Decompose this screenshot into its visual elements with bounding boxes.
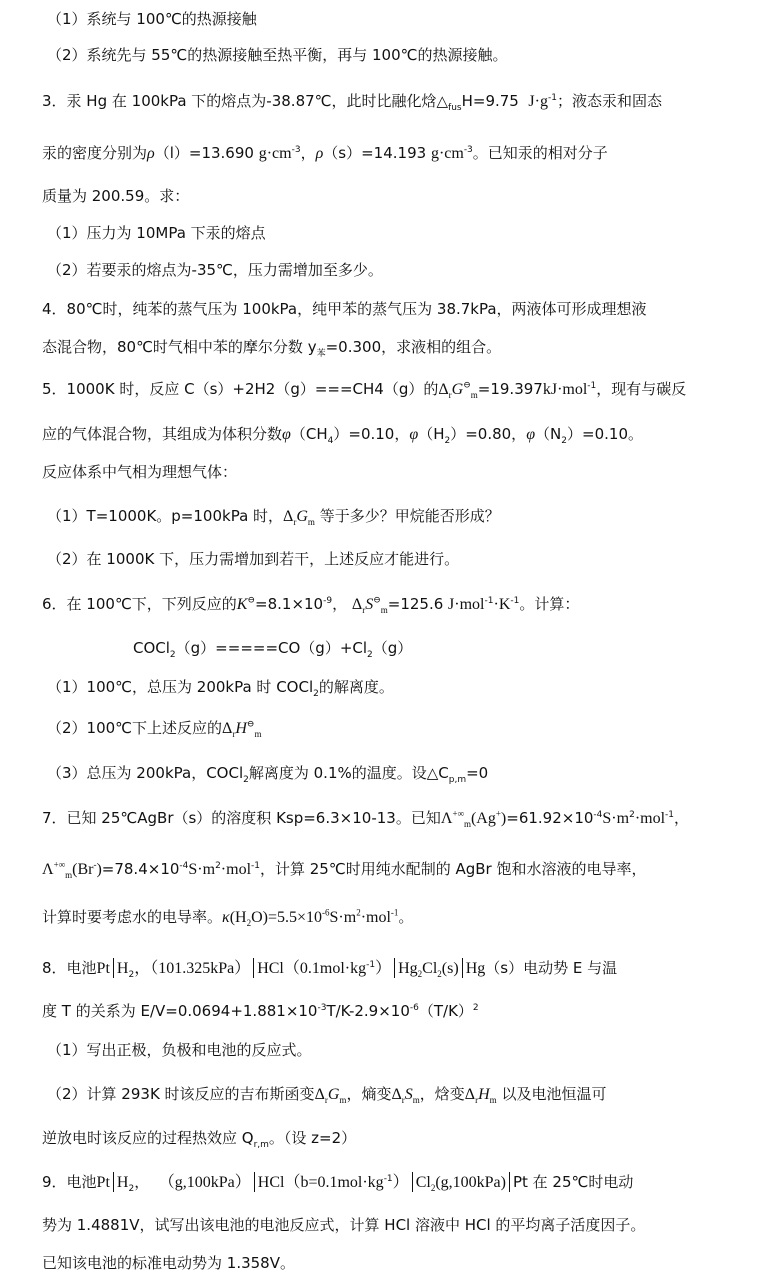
subquestion-line: （1）写出正极，负极和电池的反应式。 xyxy=(47,1041,312,1059)
question-4-line: 4．80℃时，纯苯的蒸气压为 100kPa，纯甲苯的蒸气压为 38.7kPa，两液体可形成理想液 xyxy=(42,300,647,318)
question-9-line: 势为 1.4881V，试写出该电池的电池反应式，计算 HCl 溶液中 HCl 的平均离子活度因子。 xyxy=(42,1216,646,1234)
question-4-line: 态混合物，80℃时气相中苯的摩尔分数 $y_苯=0.300$，求液相的组合。 xyxy=(42,338,502,359)
question-5-line: 应的气体混合物，其组成为体积分数$\varphi(CH_4)=0.10$，$\varphi(H_2)=0.80$，$\varphi(N_2)=0.10$。 xyxy=(42,425,643,446)
question-9-line: 已知该电池的标准电动势为 1.358V。 xyxy=(42,1254,295,1272)
subquestion-line: （1）100℃，总压为 200kPa 时 COCl$_2$的解离度。 xyxy=(47,678,394,699)
question-3-line: 3．汞 Hg 在 100kPa 下的熔点为-38.87℃，此时比融化焓$\triangle_{fus}H=9.75$ $J\cdot g^{-1}$；液态汞和固态 xyxy=(42,92,662,113)
question-5-line: 反应体系中气相为理想气体： xyxy=(42,463,238,481)
subquestion-line: （2）100℃下上述反应的$\Delta_rH^⊖_m$ xyxy=(47,718,262,740)
question-5-line: 5．1000K 时，反应 C（s）+2H2（g）===CH4（g）的$\Delta_rG^⊖_m=19.397kJ\cdot mol^{-1}$，现有与碳反 xyxy=(42,379,687,401)
subquestion-line: （2）在 1000K 下，压力需增加到若干，上述反应才能进行。 xyxy=(47,550,460,568)
text-line: （2）系统先与 55℃的热源接触至热平衡，再与 100℃的热源接触。 xyxy=(47,46,508,64)
question-7-line: $\Lambda^{+\infty}_m(Br^-)=78.4\times 10^{-4}S\cdot m^2\cdot mol^{-1}$，计算 25℃时用纯水配制的 AgBr 饱和水溶液的电导率， xyxy=(42,859,647,881)
question-8-line: 8．电池Pt $H_2$，（101.325kPa） $HCl(0.1mol\cdot kg^{-1})$ $Hg_2Cl_2(s)$ Hg（s）电动势 E 与温 xyxy=(42,959,618,980)
question-8-line: 度 T 的关系为 $E/V=0.0694+1.881\times 10^{-3}T/K-2.9\times 10^{-6}(T/K)^2$ xyxy=(42,1002,479,1020)
question-7-line: 计算时要考虑水的电导率。$\kappa(H_2O)=5.5\times 10^{-6}S\cdot m^2\cdot mol^{-1}$。 xyxy=(42,907,414,929)
question-7-line: 7．已知 25℃AgBr（s）的溶度积 Ksp=6.3×10-13。已知$\Lambda^{+\infty}_m(Ag^+)=61.92\times 10^{-4}S\cdot m^2\cdot mol^{-1}$， xyxy=(42,808,690,830)
subquestion-line: （1）T=1000K。p=100kPa 时，$\Delta_rG_m$ 等于多少？甲烷能否形成？ xyxy=(47,507,500,528)
question-3-line: 质量为 200.59。求： xyxy=(42,187,190,205)
subquestion-line: （3）总压为 200kPa，COCl$_2$解离度为 0.1%的温度。设$\triangle C_{p,m}=0$ xyxy=(47,764,489,785)
question-3-line: 汞的密度分别为ρ（l）=13.690 $g\cdot cm^{-3}$，ρ（s）=14.193 $g\cdot cm^{-3}$。已知汞的相对分子 xyxy=(42,144,608,162)
question-8-line: 逆放电时该反应的过程热效应 $Q_{r,m}$。（设 z=2） xyxy=(42,1129,357,1150)
text-line: （1）系统与 100℃的热源接触 xyxy=(47,10,257,28)
question-9-line: 9．电池Pt $H_2$， （g,100kPa） $HCl(b=0.1mol\cdot kg^{-1})$ $Cl_2(g,100kPa)$ Pt 在 25℃时电动 xyxy=(42,1173,634,1194)
subquestion-line: （2）若要汞的熔点为-35℃，压力需增加至多少。 xyxy=(47,261,383,279)
reaction-equation: $COCl_2(g)=====CO(g)+Cl_2(g)$ xyxy=(133,639,413,660)
question-6-line: 6．在 100℃下，下列反应的$K^⊖=8.1\times 10^{-9}$， $\Delta_rS^⊖_m=125.6$ $J\cdot mol^{-1}\cdot K^{-1}$。计算： xyxy=(42,594,580,616)
subquestion-line: （1）压力为 10MPa 下汞的熔点 xyxy=(47,224,266,242)
subquestion-line: （2）计算 293K 时该反应的吉布斯函变$\Delta_rG_m$，熵变$\Delta_rS_m$，焓变$\Delta_rH_m$ 以及电池恒温可 xyxy=(47,1085,607,1106)
